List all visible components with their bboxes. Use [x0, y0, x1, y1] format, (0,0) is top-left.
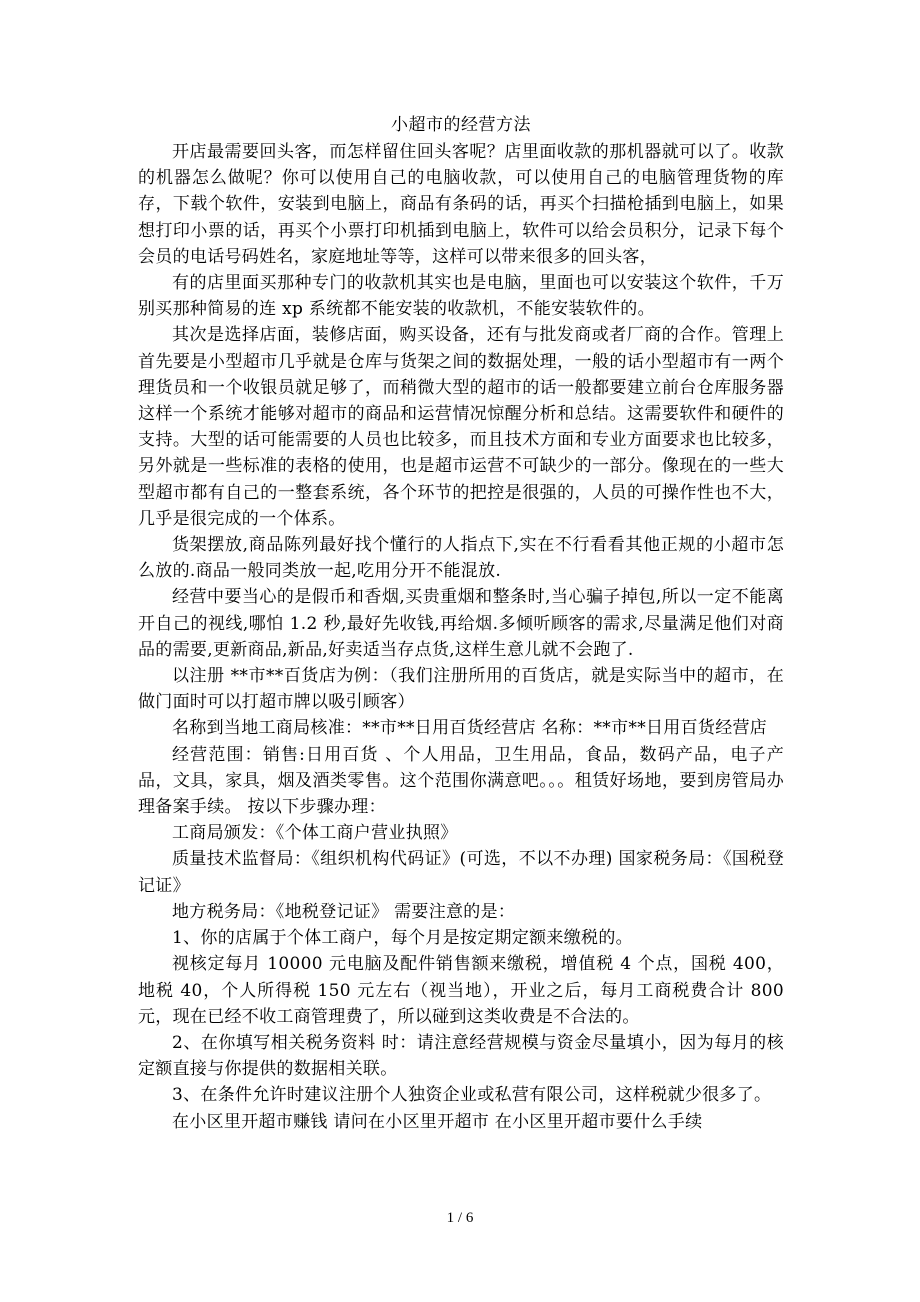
paragraph-8: 经营范围：销售:日用百货 、个人用品，卫生用品，食品，数码产品，电子产品，文具，家具，烟及酒类零售。这个范围你满意吧。。。租赁好场地，要到房管局办理备案手续。 按以下步骤办理：: [138, 744, 784, 818]
paragraph-12: 1、你的店属于个体工商户，每个月是按定期定额来缴税的。: [172, 928, 633, 949]
paragraph-9: 工商局颁发：《个体工商户营业执照》: [172, 823, 458, 844]
paragraph-13: 视核定每月 10000 元电脑及配件销售额来缴税，增值税 4 个点，国税 400，地税 40，个人所得税 150 元左右（视当地），开业之后，每月工商税费合计 800 元，现在已经不收工商管理费了，所以碰到这类收费是不合法的。: [138, 954, 784, 1027]
paragraph-2: 有的店里面买那种专门的收款机其实也是电脑，里面也可以安装这个软件，千万别买那种简易的连 xp 系统都不能安装的收款机，不能安装软件的。: [138, 273, 784, 320]
paragraph-14: 2、在你填写相关税务资料 时：请注意经营规模与资金尽量填小，因为每月的核定额直接与你提供的数据相关联。: [138, 1032, 784, 1080]
paragraph-6: 以注册 **市**百货店为例：（我们注册所用的百货店，就是实际当中的超市，在做门面时可以打超市牌以吸引顾客）: [138, 666, 784, 713]
paragraph-7: 名称到当地工商局核准：**市**日用百货经营店 名称：**市**日用百货经营店: [172, 718, 768, 739]
paragraph-4: 货架摆放,商品陈列最好找个懂行的人指点下,实在不行看看其他正规的小超市怎么放的.商品一般同类放一起,吃用分开不能混放.: [138, 535, 784, 582]
paragraph-15: 3、在条件允许时建议注册个人独资企业或私营有限公司，这样税就少很多了。: [172, 1085, 772, 1106]
paragraph-11: 地方税务局：《地税登记证》 需要注意的是：: [172, 901, 516, 922]
page-number: 1 / 6: [446, 1210, 474, 1226]
paragraph-5: 经营中要当心的是假币和香烟,买贵重烟和整条时,当心骗子掉包,所以一定不能离开自己的视线,哪怕 1.2 秒,最好先收钱,再给烟.多倾听顾客的需求,尽量满足他们对商品的需要,更新商品,新品,好卖适当存点货,这样生意儿就不会跑了.: [138, 587, 784, 660]
paragraph-3: 其次是选择店面，装修店面，购买设备，还有与批发商或者厂商的合作。管理上首先要是小型超市几乎就是仓库与货架之间的数据处理，一般的话小型超市有一两个理货员和一个收银员就足够了，而稍微大型的超市的话一般都要建立前台仓库服务器这样一个系统才能够对超市的商品和运营情况惊醒分析和总结。这需要软件和硬件的支持。大型的话可能需要的人员也比较多，而且技术方面和专业方面要求也比较多，另外就是一些标准的表格的使用，也是超市运营不可缺少的一部分。像现在的一些大型超市都有自己的一整套系统，各个环节的把控是很强的，人员的可操作性也不大，几乎是很完成的一个体系。: [138, 325, 784, 529]
document-title: 小超市的经营方法: [391, 115, 531, 135]
paragraph-16: 在小区里开超市赚钱 请问在小区里开超市 在小区里开超市要什么手续: [172, 1111, 703, 1132]
document-page: [138, 112, 784, 1135]
paragraph-10: 质量技术监督局：《组织机构代码证》(可选，不以不办理) 国家税务局：《国税登记证》: [138, 849, 784, 896]
paragraph-1: 开店最需要回头客，而怎样留住回头客呢？店里面收款的那机器就可以了。收款的机器怎么做呢？你可以使用自己的电脑收款，可以使用自己的电脑管理货物的库存，下载个软件，安装到电脑上，商品有条码的话，再买个扫描枪插到电脑上，如果想打印小票的话，再买个小票打印机插到电脑上，软件可以给会员积分，记录下每个会员的电话号码姓名，家庭地址等等，这样可以带来很多的回头客，: [138, 142, 784, 267]
